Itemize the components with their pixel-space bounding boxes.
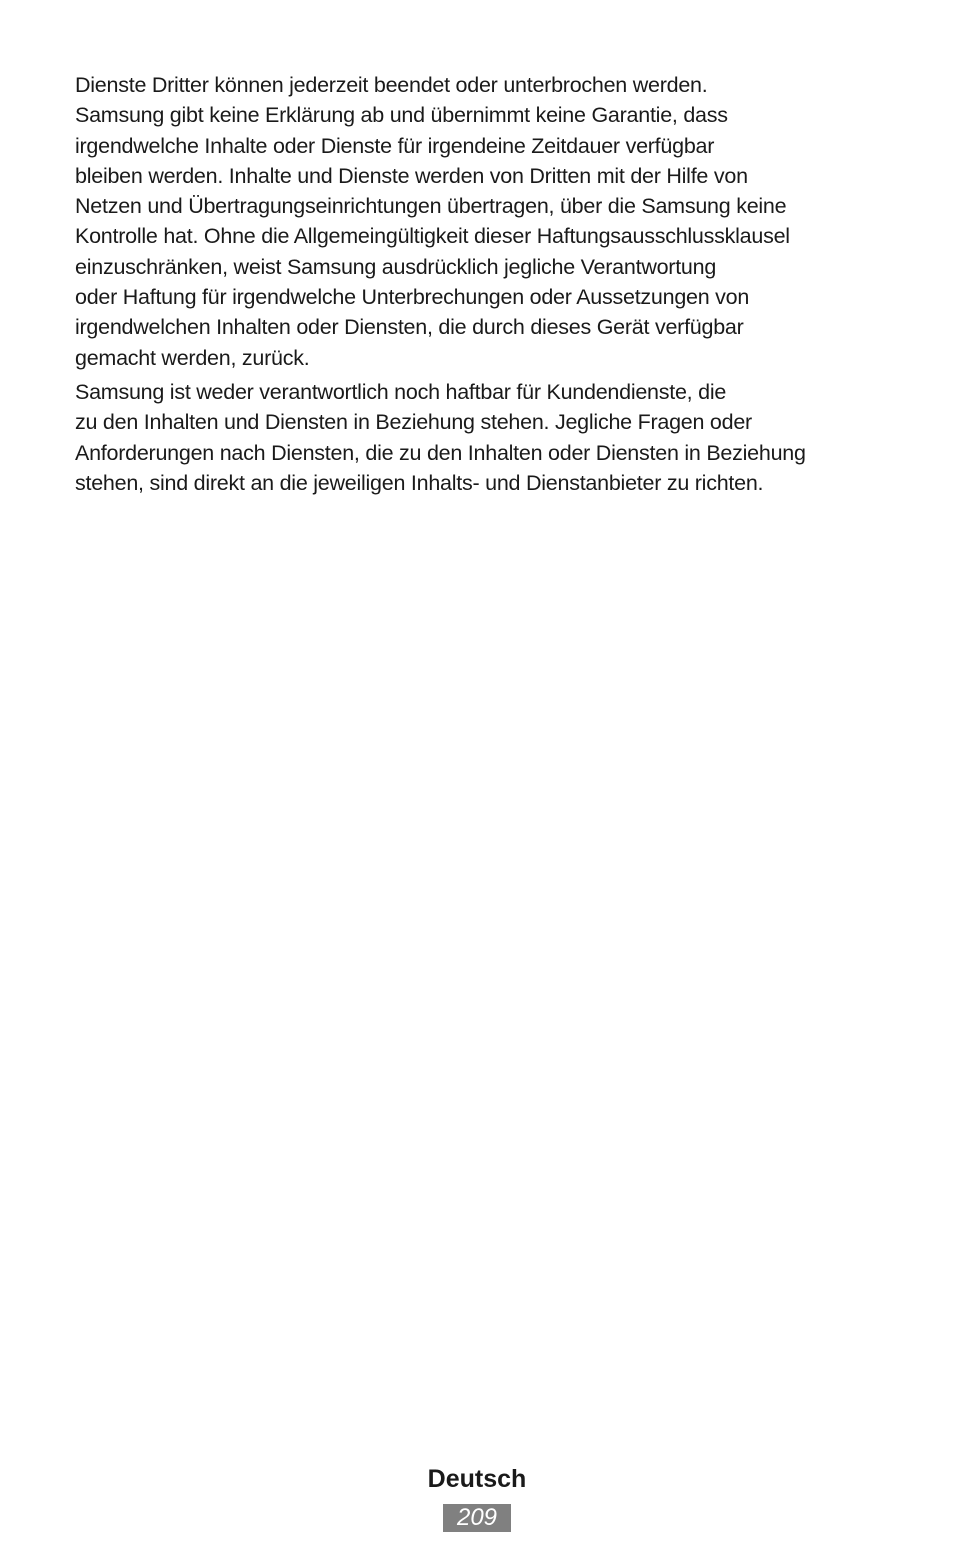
page-number: 209 bbox=[443, 1504, 511, 1532]
paragraph-line: bleiben werden. Inhalte und Dienste werden von Dritten mit der Hilfe von bbox=[75, 163, 748, 188]
paragraph-line: Kontrolle hat. Ohne die Allgemeingültigkeit dieser Haftungsausschlussklausel bbox=[75, 224, 790, 249]
document-body bbox=[75, 70, 895, 498]
paragraph-line: stehen, sind direkt an die jeweiligen Inhalts- und Dienstanbieter zu richten. bbox=[75, 470, 764, 495]
paragraph-line: zu den Inhalten und Diensten in Beziehung stehen. Jegliche Fragen oder bbox=[75, 410, 752, 435]
paragraph-line: irgendwelche Inhalte oder Dienste für irgendeine Zeitdauer verfügbar bbox=[75, 133, 715, 158]
paragraph-line: oder Haftung für irgendwelche Unterbrechungen oder Aussetzungen von bbox=[75, 285, 750, 310]
paragraph-2 bbox=[75, 377, 895, 498]
paragraph-1 bbox=[75, 70, 895, 373]
paragraph-line: Samsung gibt keine Erklärung ab und übernimmt keine Garantie, dass bbox=[75, 103, 728, 128]
paragraph-line: Dienste Dritter können jederzeit beendet oder unterbrochen werden. bbox=[75, 73, 708, 97]
footer-language: Deutsch bbox=[427, 1465, 527, 1493]
paragraph-line: einzuschränken, weist Samsung ausdrücklich jegliche Verantwortung bbox=[75, 254, 717, 279]
page-footer bbox=[0, 1462, 954, 1532]
paragraph-line: gemacht werden, zurück. bbox=[75, 345, 310, 370]
paragraph-line: Anforderungen nach Diensten, die zu den Inhalten oder Diensten in Beziehung bbox=[75, 440, 806, 465]
paragraph-line: Netzen und Übertragungseinrichtungen übertragen, über die Samsung keine bbox=[75, 194, 787, 219]
paragraph-line: Samsung ist weder verantwortlich noch haftbar für Kundendienste, die bbox=[75, 379, 727, 404]
paragraph-line: irgendwelchen Inhalten oder Diensten, die durch dieses Gerät verfügbar bbox=[75, 315, 744, 340]
